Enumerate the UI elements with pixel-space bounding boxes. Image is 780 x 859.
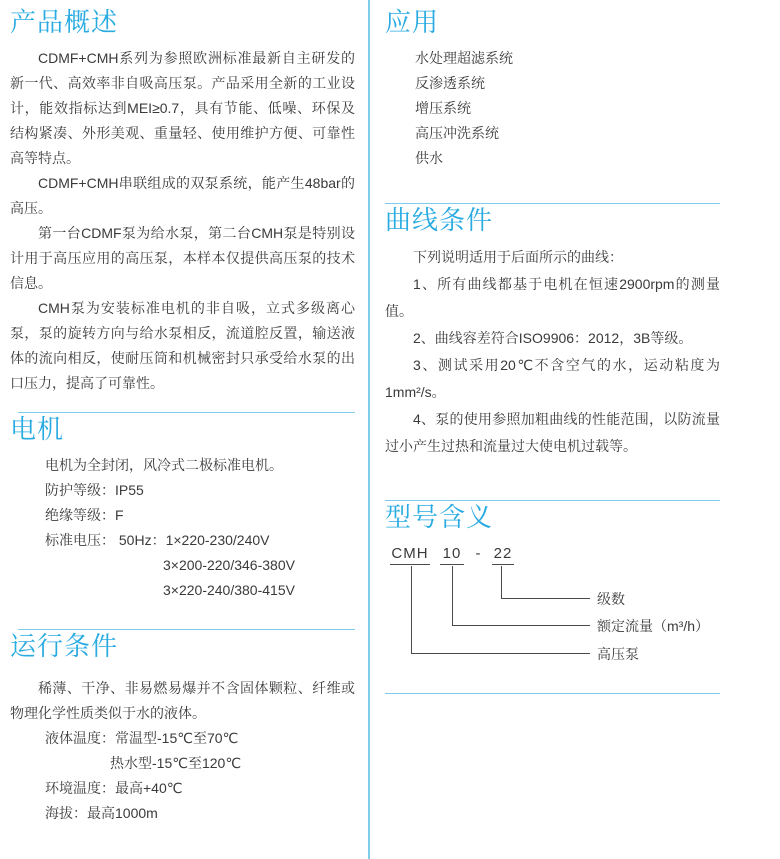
connector-line-stages: [501, 598, 590, 599]
application-item: 反渗透系统: [415, 75, 485, 91]
connector-line-series: [411, 566, 412, 654]
model-code-stages: 22: [492, 545, 514, 565]
section-applications: [385, 6, 720, 171]
right-column: [385, 0, 720, 694]
section-product-overview: [10, 6, 355, 396]
application-item: 供水: [415, 150, 443, 166]
model-code-flow: 10: [440, 545, 464, 565]
curve-note-3: 3、测试采用20℃不含空气的水，运动粘度为1mm²/s。: [385, 357, 720, 400]
motor-voltage-line: 3×220-240/380-415V: [163, 582, 295, 598]
section-curve-conditions: [385, 204, 720, 460]
model-code-diagram: [385, 543, 720, 675]
model-code-series: CMH: [390, 545, 430, 565]
operating-spec-line: 海拔：最高1000m: [45, 805, 158, 821]
operating-spec-line: 热水型-15℃至120℃: [110, 755, 242, 771]
section-motor: [10, 413, 355, 603]
connector-line-flow: [452, 625, 590, 626]
column-divider: [368, 0, 370, 859]
curve-note-4: 4、泵的使用参照加粗曲线的性能范围，以防流量过小产生过热和流量过大使电机过载等。: [385, 411, 720, 454]
overview-paragraph-4: CMH泵为安装标准电机的非自吸，立式多级离心泵，泵的旋转方向与给水泵相反，流道腔反置，输送液体的流向相反，使耐压筒和机械密封只承受给水泵的出口压力，提高了可靠性。: [10, 300, 355, 391]
applications-title: 应用: [385, 7, 440, 37]
overview-paragraph-1: CDMF+CMH系列为参照欧洲标准最新自主研发的新一代、高效率非自吸高压泵。产品采用全新的工业设计，能效指标达到MEI≥0.7，具有节能、低噪、环保及结构紧凑、外形美观、重量轻、使用维护方便、可靠性高等特点。: [10, 50, 355, 166]
curve-intro: 下列说明适用于后面所示的曲线：: [413, 249, 623, 265]
section-operating-conditions: [10, 630, 355, 826]
motor-spec-line: 标准电压： 50Hz：1×220-230/240V: [45, 532, 270, 548]
overview-paragraph-3: 第一台CDMF泵为给水泵，第二台CMH泵是特别设计用于高压应用的高压泵，本样本仅提供高压泵的技术信息。: [10, 225, 355, 291]
curve-note-1: 1、所有曲线都基于电机在恒速2900rpm的测量值。: [385, 276, 720, 319]
application-item: 增压系统: [415, 100, 471, 116]
operating-intro: 稀薄、干净、非易燃易爆并不含固体颗粒、纤维或物理化学性质类似于水的液体。: [10, 680, 355, 721]
motor-spec-line: 电机为全封闭，风冷式二极标准电机。: [45, 457, 283, 473]
curve-conditions-title: 曲线条件: [385, 205, 494, 235]
motor-spec-line: 绝缘等级：F: [45, 507, 124, 523]
operating-conditions-title: 运行条件: [10, 631, 119, 661]
motor-title: 电机: [10, 414, 65, 444]
callout-stages: 级数: [597, 591, 625, 607]
connector-line-series: [411, 653, 590, 654]
operating-spec-line: 环境温度：最高+40℃: [45, 780, 183, 796]
motor-spec-line: 防护等级：IP55: [45, 482, 144, 498]
section-model-designation: [385, 501, 720, 675]
curve-note-2: 2、曲线容差符合ISO9906：2012，3B等级。: [413, 330, 693, 346]
connector-line-flow: [452, 566, 453, 626]
connector-line-stages: [501, 566, 502, 599]
application-item: 高压冲洗系统: [415, 125, 499, 141]
operating-spec-line: 液体温度：常温型-15℃至70℃: [45, 730, 239, 746]
overview-paragraph-2: CDMF+CMH串联组成的双泵系统，能产生48bar的高压。: [10, 175, 355, 216]
motor-voltage-line: 3×200-220/346-380V: [163, 557, 295, 573]
application-item: 水处理超滤系统: [415, 50, 513, 66]
left-column: [10, 0, 355, 826]
callout-high-pressure-pump: 高压泵: [597, 646, 639, 662]
product-overview-title: 产品概述: [10, 7, 119, 37]
callout-rated-flow: 额定流量（m³/h）: [597, 618, 709, 634]
model-designation-title: 型号含义: [385, 502, 494, 532]
model-code-dash: -: [475, 545, 481, 562]
section-divider: [385, 693, 720, 694]
